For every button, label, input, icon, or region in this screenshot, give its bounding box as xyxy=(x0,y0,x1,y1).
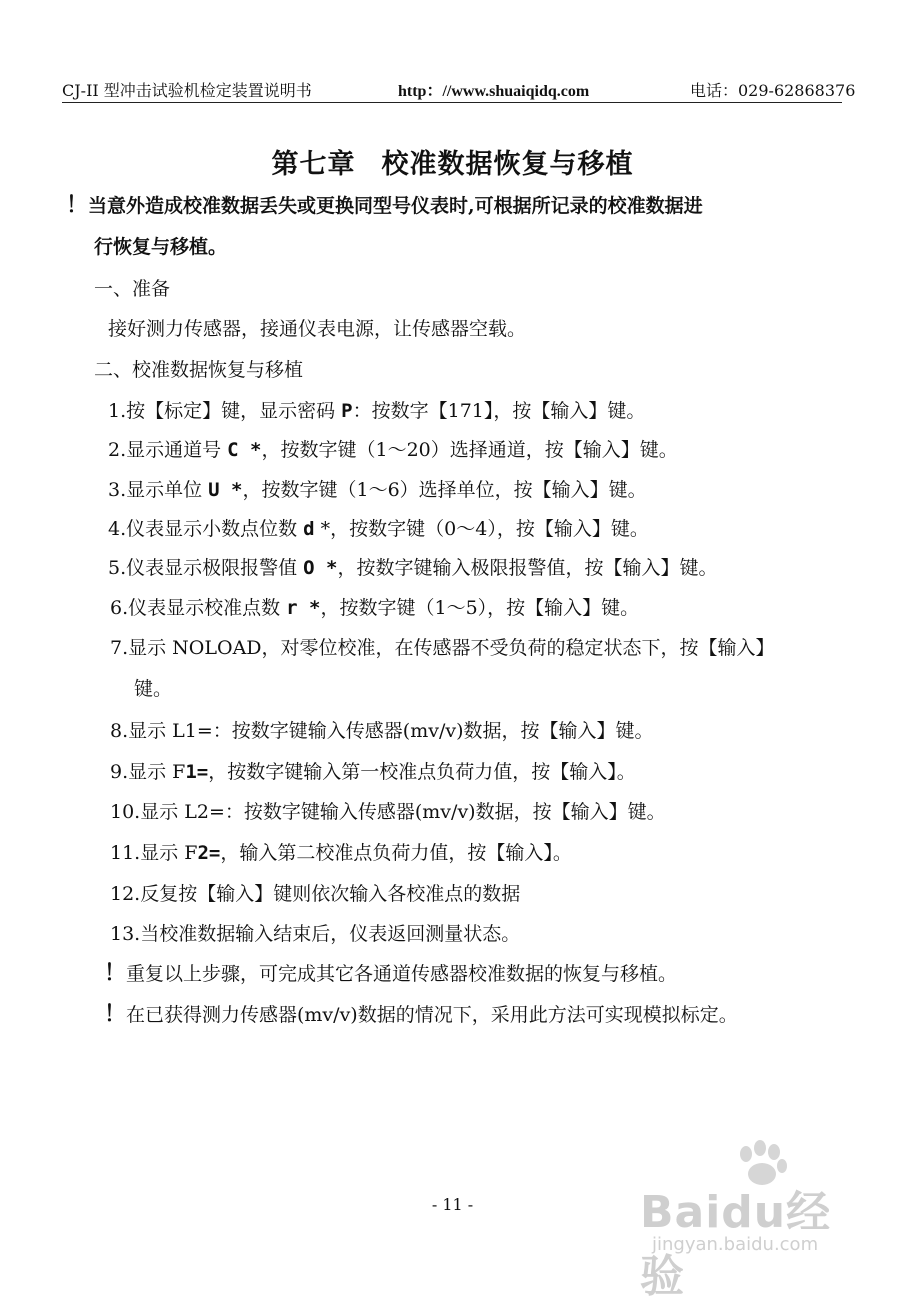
exclamation-icon: ！ xyxy=(104,1002,127,1027)
note-1: ！重复以上步骤，可完成其它各通道传感器校准数据的恢复与移植。 xyxy=(104,961,678,986)
watermark-logo: Baidu经验 xyxy=(640,1187,832,1302)
step-8: 8.显示 L1=：按数字键输入传感器(mv/v)数据，按【输入】键。 xyxy=(110,720,654,742)
chapter-title xyxy=(0,142,905,181)
section-heading-restore: 二、校准数据恢复与移植 xyxy=(94,359,304,381)
intro-line-2: 行恢复与移植。 xyxy=(94,236,228,258)
step-4: 4.仪表显示小数点位数 d *，按数字键（0～4），按【输入】键。 xyxy=(108,518,649,540)
step-12: 12.反复按【输入】键则依次输入各校准点的数据 xyxy=(110,883,521,905)
step-7-continued: 键。 xyxy=(134,678,173,700)
page-header xyxy=(62,76,856,103)
step-1: 1.按【标定】键，显示密码 P：按数字【171】，按【输入】键。 xyxy=(108,400,646,422)
page-number: - 11 - xyxy=(431,1195,474,1214)
step-3: 3.显示单位 U *，按数字键（1～6）选择单位，按【输入】键。 xyxy=(108,479,647,501)
prepare-text: 接好测力传感器，接通仪表电源，让传感器空载。 xyxy=(108,318,527,340)
step-5: 5.仪表显示极限报警值 O *，按数字键输入极限报警值，按【输入】键。 xyxy=(108,557,718,579)
step-2: 2.显示通道号 C *，按数字键（1～20）选择通道，按【输入】键。 xyxy=(108,439,678,461)
header-website: http：//www.shuaiqidq.com xyxy=(398,83,590,100)
step-13: 13.当校准数据输入结束后，仪表返回测量状态。 xyxy=(110,923,521,945)
step-11: 11.显示 F2=，输入第二校准点负荷力值，按【输入】。 xyxy=(110,842,572,864)
step-9: 9.显示 F1=，按数字键输入第一校准点负荷力值，按【输入】。 xyxy=(110,761,636,783)
step-6: 6.仪表显示校准点数 r *，按数字键（1～5），按【输入】键。 xyxy=(110,597,640,619)
baidu-watermark xyxy=(640,1140,870,1302)
header-doc-title: CJ-II 型冲击试验机检定装置说明书 xyxy=(62,81,312,100)
chapter-name: 校准数据恢复与移植 xyxy=(381,149,634,180)
intro-line-1 xyxy=(66,192,703,220)
chapter-number: 第七章 xyxy=(271,149,356,180)
note-2: ！在已获得测力传感器(mv/v)数据的情况下，采用此方法可实现模拟标定。 xyxy=(104,1002,738,1027)
section-heading-prepare: 一、准备 xyxy=(94,278,171,300)
step-7: 7.显示 NOLOAD，对零位校准，在传感器不受负荷的稳定状态下，按【输入】 xyxy=(110,637,775,659)
intro-text-1: 当意外造成校准数据丢失或更换同型号仪表时,可根据所记录的校准数据进 xyxy=(88,195,703,217)
exclamation-icon: ！ xyxy=(66,193,89,218)
watermark-url: jingyan.baidu.com xyxy=(652,1234,819,1255)
step-10: 10.显示 L2=：按数字键输入传感器(mv/v)数据，按【输入】键。 xyxy=(110,801,666,823)
exclamation-icon: ！ xyxy=(104,961,127,986)
header-phone: 电话：029-62868376 xyxy=(690,81,856,100)
